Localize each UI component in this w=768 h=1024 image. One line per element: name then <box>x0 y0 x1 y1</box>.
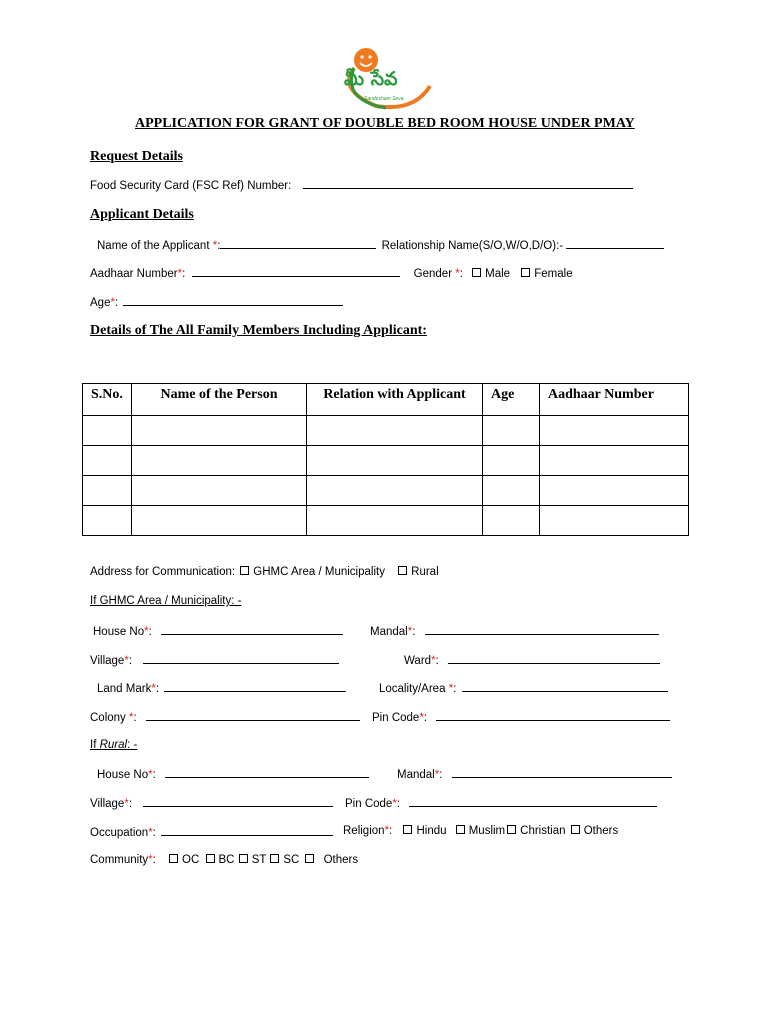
community-others-label: Others <box>323 854 359 866</box>
required-marker: * <box>212 240 218 252</box>
table-cell[interactable] <box>83 446 132 476</box>
address-rural-checkbox[interactable] <box>398 566 407 575</box>
table-row <box>83 446 689 476</box>
column-header: Name of the Person <box>132 384 307 416</box>
address-label: Address for Communication: <box>90 566 236 578</box>
colon: : <box>435 655 439 667</box>
ghmc-house-no-field <box>93 624 343 638</box>
table-cell[interactable] <box>307 416 483 446</box>
column-header: S.No. <box>83 384 132 416</box>
table-cell[interactable] <box>483 416 540 446</box>
colon: : <box>155 683 160 695</box>
rural-mandal-input[interactable] <box>452 767 672 778</box>
column-header: Age <box>483 384 540 416</box>
rural-subheading <box>90 739 137 751</box>
ghmc-ward-field <box>404 653 660 667</box>
ghmc-locality-input[interactable] <box>462 681 668 692</box>
aadhaar-label: Aadhaar Number <box>90 268 178 280</box>
table-row <box>83 416 689 446</box>
table-row <box>83 476 689 506</box>
community-others-checkbox[interactable] <box>305 854 314 863</box>
address-type-row <box>90 566 439 578</box>
gender-male-checkbox[interactable] <box>472 268 481 277</box>
mee-seva-logo <box>336 42 436 116</box>
colon: : <box>459 268 463 280</box>
applicant-name-input[interactable] <box>220 238 376 249</box>
gender-male-label: Male <box>485 268 511 280</box>
locality-label: Locality/Area <box>379 683 446 695</box>
colon: : <box>423 712 427 724</box>
address-ghmc-label: GHMC Area / Municipality <box>253 566 385 578</box>
community-bc-checkbox[interactable] <box>206 854 215 863</box>
gender-female-label: Female <box>534 268 573 280</box>
pincode-label: Pin Code <box>372 712 420 724</box>
age-input[interactable] <box>123 295 343 306</box>
ghmc-colony-field <box>90 710 360 724</box>
age-row <box>90 295 343 309</box>
religion-field <box>343 825 618 837</box>
religion-hindu-label: Hindu <box>416 825 447 837</box>
applicant-name-row <box>97 238 664 252</box>
colon: : <box>152 854 156 866</box>
ghmc-mandal-field <box>370 624 659 638</box>
colon: : <box>152 769 156 781</box>
table-cell[interactable] <box>307 476 483 506</box>
table-cell[interactable] <box>83 476 132 506</box>
ghmc-village-input[interactable] <box>143 653 339 664</box>
required-marker: * <box>148 854 153 866</box>
community-st-label: ST <box>251 854 267 866</box>
ghmc-mandal-input[interactable] <box>425 624 659 635</box>
age-label: Age <box>90 297 111 309</box>
colon: : <box>133 712 137 724</box>
colon: : <box>114 297 119 309</box>
ghmc-subheading: If GHMC Area / Municipality: - <box>90 595 242 607</box>
colon: : <box>453 683 457 695</box>
required-marker: * <box>144 626 149 638</box>
address-ghmc-checkbox[interactable] <box>240 566 249 575</box>
ghmc-pincode-field <box>372 710 670 724</box>
table-cell[interactable] <box>132 506 307 536</box>
table-cell[interactable] <box>540 506 689 536</box>
table-cell[interactable] <box>132 476 307 506</box>
rural-heading-suffix: : - <box>127 739 138 751</box>
house-no-label: House No <box>93 626 145 638</box>
required-marker: * <box>110 297 115 309</box>
request-details-heading: Request Details <box>90 149 183 164</box>
community-oc-label: OC <box>182 854 200 866</box>
table-cell[interactable] <box>83 416 132 446</box>
colon: : <box>128 655 133 667</box>
ghmc-landmark-field <box>97 681 346 695</box>
table-cell[interactable] <box>483 476 540 506</box>
fsc-label: Food Security Card (FSC Ref) Number: <box>90 180 292 192</box>
community-oc-checkbox[interactable] <box>169 854 178 863</box>
aadhaar-row <box>90 266 573 280</box>
aadhaar-input[interactable] <box>192 266 400 277</box>
rural-mandal-field <box>397 767 672 781</box>
religion-christian-checkbox[interactable] <box>507 825 516 834</box>
fsc-row <box>90 178 633 192</box>
colon: : <box>182 268 186 280</box>
colon: : <box>217 240 221 252</box>
religion-others-checkbox[interactable] <box>571 825 580 834</box>
table-cell[interactable] <box>132 446 307 476</box>
gender-label: Gender <box>413 268 453 280</box>
house-no-label: House No <box>97 769 149 781</box>
community-sc-label: SC <box>283 854 300 866</box>
required-marker: * <box>455 268 460 280</box>
table-cell[interactable] <box>540 476 689 506</box>
required-marker: * <box>148 827 153 839</box>
relationship-label: Relationship Name(S/O,W/O,D/O):- <box>381 240 564 252</box>
table-cell[interactable] <box>540 446 689 476</box>
ward-label: Ward <box>404 655 432 667</box>
ghmc-landmark-input[interactable] <box>164 681 346 692</box>
table-row <box>83 506 689 536</box>
table-cell[interactable] <box>483 446 540 476</box>
colon: : <box>439 769 443 781</box>
ghmc-ward-input[interactable] <box>448 653 660 664</box>
colon: : <box>396 798 400 810</box>
rural-heading-word: Rural <box>99 739 128 751</box>
religion-muslim-label: Muslim <box>468 825 506 837</box>
required-marker: * <box>419 712 424 724</box>
colon: : <box>412 626 416 638</box>
fsc-input[interactable] <box>303 178 633 189</box>
pincode-label: Pin Code <box>345 798 393 810</box>
ghmc-house-no-input[interactable] <box>161 624 343 635</box>
rural-village-field <box>90 796 333 810</box>
rural-pincode-field <box>345 796 657 810</box>
family-members-table <box>82 383 689 536</box>
community-label: Community <box>90 854 149 866</box>
religion-muslim-checkbox[interactable] <box>456 825 465 834</box>
relationship-input[interactable] <box>566 238 664 249</box>
ghmc-village-field <box>90 653 339 667</box>
mandal-label: Mandal <box>397 769 435 781</box>
required-marker: * <box>124 655 129 667</box>
applicant-details-heading: Applicant Details <box>90 207 194 222</box>
ghmc-colony-input[interactable] <box>146 710 360 721</box>
rural-pincode-input[interactable] <box>409 796 657 807</box>
landmark-label: Land Mark <box>97 683 152 695</box>
page-title: APPLICATION FOR GRANT OF DOUBLE BED ROOM HOUSE UNDER PMAY <box>135 116 635 131</box>
table-cell[interactable] <box>483 506 540 536</box>
community-bc-label: BC <box>218 854 235 866</box>
community-field <box>90 854 358 866</box>
table-cell[interactable] <box>540 416 689 446</box>
table-cell[interactable] <box>132 416 307 446</box>
required-marker: * <box>407 626 413 638</box>
religion-others-label: Others <box>583 825 619 837</box>
required-marker: * <box>124 798 129 810</box>
logo-text: మీ సేవ <box>344 68 398 90</box>
occupation-label: Occupation <box>90 827 149 839</box>
mandal-label: Mandal <box>370 626 408 638</box>
colon: : <box>148 626 152 638</box>
colony-label: Colony <box>90 712 126 724</box>
table-cell[interactable] <box>307 506 483 536</box>
applicant-name-label: Name of the Applicant <box>97 240 210 252</box>
required-marker: * <box>392 798 397 810</box>
village-label: Village <box>90 798 125 810</box>
religion-label: Religion <box>343 825 385 837</box>
rural-village-input[interactable] <box>143 796 333 807</box>
required-marker: * <box>151 683 156 695</box>
ghmc-pincode-input[interactable] <box>436 710 670 721</box>
religion-christian-label: Christian <box>520 825 566 837</box>
table-cell[interactable] <box>83 506 132 536</box>
table-header-row <box>83 384 689 416</box>
required-marker: * <box>177 268 183 280</box>
logo-tagline: Sandesham Seva <box>364 96 404 102</box>
occupation-field <box>90 825 333 839</box>
colon: : <box>128 798 133 810</box>
required-marker: * <box>129 712 134 724</box>
column-header: Aadhaar Number <box>540 384 689 416</box>
gender-female-checkbox[interactable] <box>521 268 530 277</box>
occupation-input[interactable] <box>161 825 333 836</box>
required-marker: * <box>431 655 436 667</box>
village-label: Village <box>90 655 125 667</box>
rural-house-no-input[interactable] <box>165 767 369 778</box>
rural-house-no-field <box>97 767 369 781</box>
required-marker: * <box>448 683 454 695</box>
ghmc-locality-field <box>379 681 668 695</box>
community-sc-checkbox[interactable] <box>270 854 279 863</box>
community-st-checkbox[interactable] <box>239 854 248 863</box>
required-marker: * <box>148 769 153 781</box>
required-marker: * <box>384 825 390 837</box>
rural-heading-prefix: If <box>90 739 100 751</box>
column-header: Relation with Applicant <box>307 384 483 416</box>
family-members-heading: Details of The All Family Members Including Applicant: <box>90 323 427 338</box>
colon: : <box>152 827 156 839</box>
colon: : <box>389 825 393 837</box>
table-cell[interactable] <box>307 446 483 476</box>
address-rural-label: Rural <box>411 566 439 578</box>
required-marker: * <box>434 769 440 781</box>
religion-hindu-checkbox[interactable] <box>403 825 412 834</box>
